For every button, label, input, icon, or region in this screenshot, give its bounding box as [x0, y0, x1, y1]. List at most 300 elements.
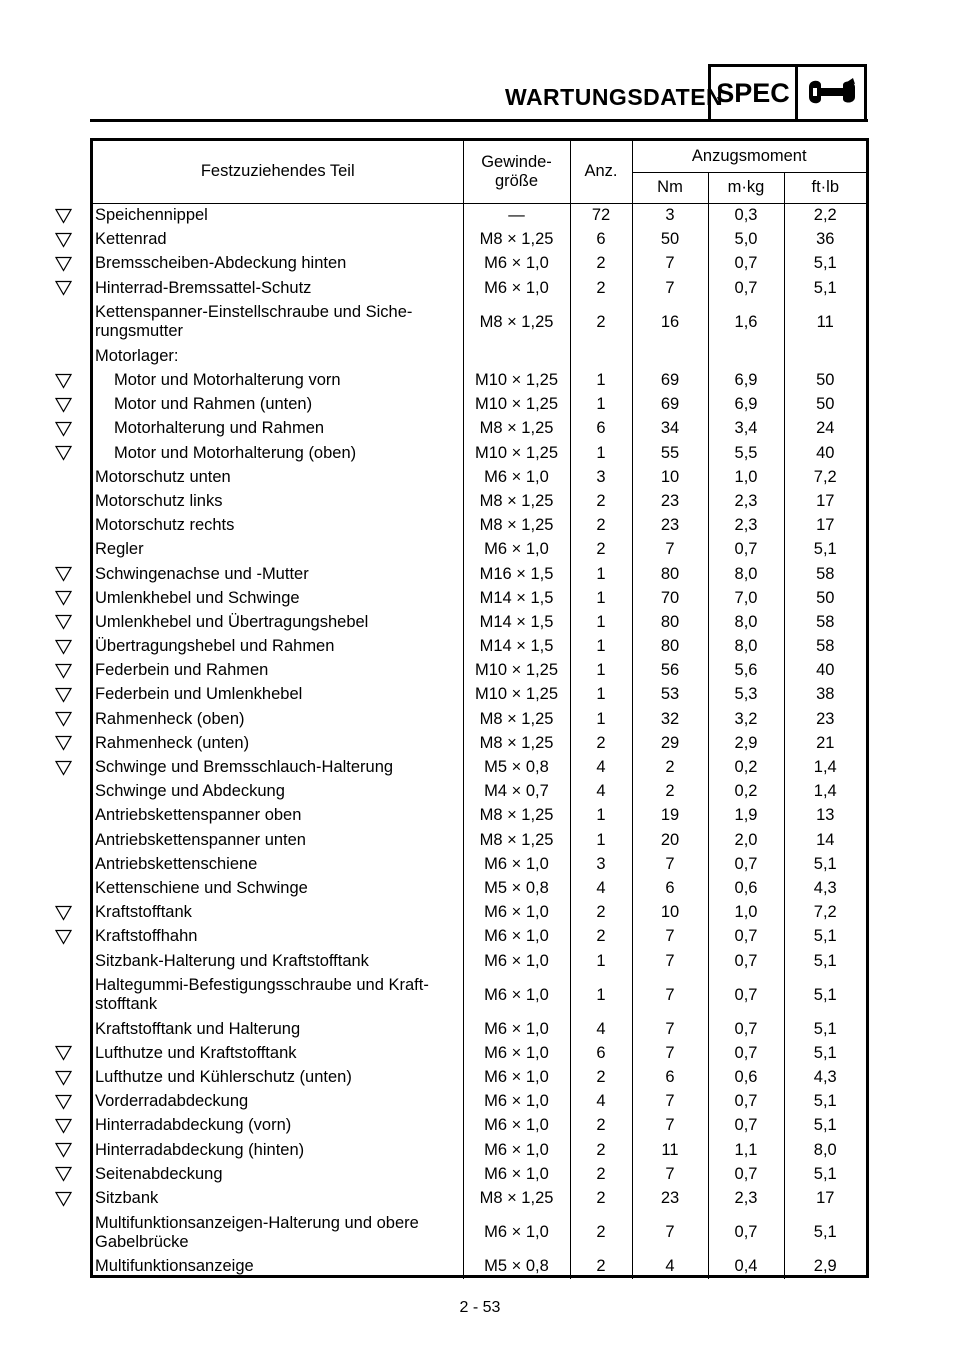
col-header-thread	[463, 141, 570, 203]
cell-qty: 2	[570, 300, 632, 344]
part-name	[93, 925, 463, 949]
part-name	[93, 1090, 463, 1114]
triangle-marker-icon	[55, 615, 72, 630]
part-name-text: Antriebskettenspanner oben	[95, 806, 302, 825]
cell-nm: 7	[632, 1211, 708, 1255]
cell-nm: 53	[632, 683, 708, 707]
cell-thread: M6 × 1,0	[463, 538, 570, 562]
part-name	[93, 300, 463, 344]
table-row	[93, 755, 866, 779]
cell-thread: M6 × 1,0	[463, 949, 570, 973]
cell-mkg: 2,3	[708, 1186, 784, 1210]
cell-nm: 23	[632, 1186, 708, 1210]
page-title: WARTUNGSDATEN	[505, 84, 724, 110]
cell-qty: 4	[570, 1017, 632, 1041]
part-name-text: Motorschutz links	[95, 491, 223, 510]
table-row	[93, 1186, 866, 1210]
table-row	[93, 228, 866, 252]
cell-nm: 7	[632, 1090, 708, 1114]
cell-mkg: 0,7	[708, 538, 784, 562]
triangle-marker-icon	[55, 281, 72, 296]
cell-ftlb: 4,3	[784, 1066, 866, 1090]
cell-thread: M14 × 1,5	[463, 610, 570, 634]
cell-ftlb: 5,1	[784, 1041, 866, 1065]
cell-thread: M5 × 0,8	[463, 876, 570, 900]
cell-mkg: 1,6	[708, 300, 784, 344]
cell-mkg: 0,7	[708, 925, 784, 949]
triangle-marker-icon	[55, 639, 72, 654]
cell-ftlb: 58	[784, 562, 866, 586]
table-row	[93, 1255, 866, 1279]
cell-nm: 80	[632, 562, 708, 586]
table-row	[93, 538, 866, 562]
cell-thread: M8 × 1,25	[463, 228, 570, 252]
cell-nm: 32	[632, 707, 708, 731]
cell-nm: 23	[632, 514, 708, 538]
part-name-text: Motorschutz unten	[95, 467, 231, 486]
cell-qty: 1	[570, 368, 632, 392]
cell-nm: 7	[632, 925, 708, 949]
table-row	[93, 562, 866, 586]
cell-ftlb: 24	[784, 417, 866, 441]
cell-nm: 7	[632, 1114, 708, 1138]
cell-thread: M8 × 1,25	[463, 828, 570, 852]
cell-qty: 6	[570, 228, 632, 252]
part-name-text: Federbein und Umlenkhebel	[95, 685, 303, 704]
table-row	[93, 949, 866, 973]
cell-thread: M8 × 1,25	[463, 514, 570, 538]
cell-nm: 10	[632, 901, 708, 925]
part-name-text: Kettenspanner-Einstellschraube und Siche- rungsmutter	[95, 303, 413, 341]
part-name	[93, 1162, 463, 1186]
part-name	[93, 252, 463, 276]
cell-mkg: 0,3	[708, 203, 784, 228]
header-rule	[90, 119, 868, 122]
cell-ftlb: 5,1	[784, 949, 866, 973]
part-name-text: Motor und Motorhalterung vorn	[114, 371, 341, 390]
part-name-text: Sitzbank-Halterung und Kraftstofftank	[95, 951, 369, 970]
cell-qty: 2	[570, 925, 632, 949]
col-header-qty: Anz.	[570, 141, 632, 203]
triangle-marker-icon	[55, 397, 72, 412]
cell-qty	[570, 344, 632, 368]
cell-ftlb: 4,3	[784, 876, 866, 900]
part-name-text: Kraftstofftank und Halterung	[95, 1019, 301, 1038]
cell-mkg: 1,0	[708, 465, 784, 489]
part-name	[93, 276, 463, 300]
cell-ftlb: 5,1	[784, 1211, 866, 1255]
cell-mkg: 5,5	[708, 441, 784, 465]
cell-qty: 2	[570, 1114, 632, 1138]
cell-qty: 2	[570, 1138, 632, 1162]
cell-nm: 7	[632, 276, 708, 300]
cell-ftlb: 58	[784, 635, 866, 659]
spec-badge	[708, 64, 867, 122]
part-name	[93, 780, 463, 804]
part-name-text: Haltegummi-Befestigungsschraube und Kraft- stofftank	[95, 976, 429, 1014]
cell-qty: 1	[570, 562, 632, 586]
table-row	[93, 368, 866, 392]
cell-thread: M10 × 1,25	[463, 393, 570, 417]
cell-mkg: 6,9	[708, 393, 784, 417]
cell-nm: 7	[632, 852, 708, 876]
part-name	[93, 707, 463, 731]
cell-qty: 3	[570, 852, 632, 876]
cell-mkg: 0,7	[708, 1090, 784, 1114]
table-row	[93, 441, 866, 465]
triangle-marker-icon	[55, 1118, 72, 1133]
part-name-text: Multifunktionsanzeige	[95, 1257, 254, 1276]
cell-mkg: 3,2	[708, 707, 784, 731]
cell-ftlb: 5,1	[784, 973, 866, 1017]
cell-thread: M5 × 0,8	[463, 755, 570, 779]
table-row	[93, 1017, 866, 1041]
triangle-marker-icon	[55, 663, 72, 678]
cell-mkg: 3,4	[708, 417, 784, 441]
part-name	[93, 1017, 463, 1041]
part-name-text: Kraftstoffhahn	[95, 927, 198, 946]
table-row	[93, 925, 866, 949]
part-name	[93, 393, 463, 417]
cell-thread: M6 × 1,0	[463, 252, 570, 276]
cell-nm: 70	[632, 586, 708, 610]
col-header-torque: Anzugsmoment	[632, 141, 866, 172]
cell-thread: M16 × 1,5	[463, 562, 570, 586]
cell-nm	[632, 344, 708, 368]
cell-nm: 29	[632, 731, 708, 755]
cell-mkg: 1,1	[708, 1138, 784, 1162]
triangle-marker-icon	[55, 1046, 72, 1061]
cell-thread: M6 × 1,0	[463, 1041, 570, 1065]
cell-mkg: 0,7	[708, 973, 784, 1017]
cell-qty: 1	[570, 828, 632, 852]
cell-ftlb: 5,1	[784, 1114, 866, 1138]
table-body	[93, 203, 866, 1279]
part-name-text: Federbein und Rahmen	[95, 661, 269, 680]
triangle-marker-icon	[55, 760, 72, 775]
cell-nm: 6	[632, 1066, 708, 1090]
col-header-thread-text: Gewinde- größe	[481, 152, 552, 190]
cell-nm: 4	[632, 1255, 708, 1279]
cell-nm: 2	[632, 755, 708, 779]
cell-mkg: 0,2	[708, 755, 784, 779]
cell-nm: 69	[632, 368, 708, 392]
cell-qty: 2	[570, 538, 632, 562]
cell-qty: 1	[570, 707, 632, 731]
cell-qty: 1	[570, 973, 632, 1017]
cell-mkg: 0,7	[708, 1041, 784, 1065]
cell-nm: 19	[632, 804, 708, 828]
cell-nm: 16	[632, 300, 708, 344]
cell-ftlb: 23	[784, 707, 866, 731]
cell-mkg: 0,7	[708, 1017, 784, 1041]
cell-ftlb: 7,2	[784, 465, 866, 489]
part-name-text: Speichennippel	[95, 206, 208, 225]
part-name-text: Kraftstofftank	[95, 903, 192, 922]
cell-thread: M4 × 0,7	[463, 780, 570, 804]
table-row	[93, 731, 866, 755]
col-header-ftlb: ft·lb	[784, 172, 866, 203]
cell-ftlb: 21	[784, 731, 866, 755]
cell-qty: 1	[570, 804, 632, 828]
cell-thread: M5 × 0,8	[463, 1255, 570, 1279]
table-row	[93, 852, 866, 876]
cell-ftlb: 40	[784, 659, 866, 683]
cell-nm: 56	[632, 659, 708, 683]
part-name-text: Hinterradabdeckung (vorn)	[95, 1116, 292, 1135]
table-row	[93, 828, 866, 852]
cell-qty: 2	[570, 901, 632, 925]
table-row	[93, 586, 866, 610]
cell-mkg: 0,2	[708, 780, 784, 804]
cell-ftlb: 17	[784, 1186, 866, 1210]
triangle-marker-icon	[55, 929, 72, 944]
table-row	[93, 1211, 866, 1255]
cell-thread: M6 × 1,0	[463, 1114, 570, 1138]
part-name-text: Schwingenachse und -Mutter	[95, 564, 309, 583]
cell-qty: 1	[570, 610, 632, 634]
cell-nm: 7	[632, 1017, 708, 1041]
table-row	[93, 300, 866, 344]
cell-nm: 7	[632, 252, 708, 276]
part-name-text: Rahmenheck (unten)	[95, 733, 250, 752]
part-name	[93, 755, 463, 779]
cell-ftlb: 5,1	[784, 852, 866, 876]
cell-nm: 7	[632, 1041, 708, 1065]
triangle-marker-icon	[55, 905, 72, 920]
cell-nm: 80	[632, 610, 708, 634]
cell-ftlb	[784, 344, 866, 368]
cell-nm: 50	[632, 228, 708, 252]
cell-mkg: 0,7	[708, 1211, 784, 1255]
part-name	[93, 659, 463, 683]
cell-nm: 11	[632, 1138, 708, 1162]
table-row	[93, 1066, 866, 1090]
table-row	[93, 683, 866, 707]
part-name	[93, 901, 463, 925]
part-name	[93, 203, 463, 228]
part-name	[93, 1138, 463, 1162]
table-row	[93, 417, 866, 441]
table-row	[93, 1041, 866, 1065]
cell-qty: 2	[570, 731, 632, 755]
cell-qty: 1	[570, 659, 632, 683]
cell-mkg: 2,3	[708, 489, 784, 513]
cell-ftlb: 17	[784, 489, 866, 513]
triangle-marker-icon	[55, 712, 72, 727]
part-name	[93, 1211, 463, 1255]
cell-ftlb: 13	[784, 804, 866, 828]
cell-ftlb: 1,4	[784, 780, 866, 804]
cell-qty: 1	[570, 635, 632, 659]
cell-ftlb: 5,1	[784, 1162, 866, 1186]
cell-mkg: 0,7	[708, 1114, 784, 1138]
triangle-marker-icon	[55, 1070, 72, 1085]
part-name-text: Bremsscheiben-Abdeckung hinten	[95, 254, 347, 273]
part-name	[93, 828, 463, 852]
cell-nm: 80	[632, 635, 708, 659]
cell-mkg: 1,9	[708, 804, 784, 828]
cell-mkg: 0,6	[708, 1066, 784, 1090]
cell-nm: 7	[632, 538, 708, 562]
cell-qty: 3	[570, 465, 632, 489]
cell-thread	[463, 344, 570, 368]
part-name	[93, 562, 463, 586]
cell-thread: M8 × 1,25	[463, 489, 570, 513]
triangle-marker-icon	[55, 1094, 72, 1109]
cell-mkg: 0,7	[708, 276, 784, 300]
cell-ftlb: 38	[784, 683, 866, 707]
cell-ftlb: 5,1	[784, 1017, 866, 1041]
cell-ftlb: 50	[784, 393, 866, 417]
cell-qty: 6	[570, 1041, 632, 1065]
cell-thread: M6 × 1,0	[463, 1138, 570, 1162]
table-row	[93, 344, 866, 368]
cell-thread: M8 × 1,25	[463, 1186, 570, 1210]
cell-mkg: 0,7	[708, 949, 784, 973]
cell-qty: 1	[570, 393, 632, 417]
cell-thread: M10 × 1,25	[463, 368, 570, 392]
cell-mkg: 0,4	[708, 1255, 784, 1279]
cell-qty: 4	[570, 755, 632, 779]
triangle-marker-icon	[55, 256, 72, 271]
part-name-text: Kettenschiene und Schwinge	[95, 878, 308, 897]
triangle-marker-icon	[55, 1191, 72, 1206]
cell-thread: M10 × 1,25	[463, 441, 570, 465]
cell-thread: M14 × 1,5	[463, 635, 570, 659]
triangle-marker-icon	[55, 687, 72, 702]
table-row	[93, 659, 866, 683]
cell-thread: M10 × 1,25	[463, 683, 570, 707]
cell-ftlb: 50	[784, 586, 866, 610]
cell-qty: 4	[570, 876, 632, 900]
part-name	[93, 1114, 463, 1138]
spec-label: SPEC	[711, 67, 798, 119]
part-name	[93, 731, 463, 755]
part-name-text: Lufthutze und Kühlerschutz (unten)	[95, 1068, 352, 1087]
cell-nm: 7	[632, 973, 708, 1017]
part-name-text: Übertragungshebel und Rahmen	[95, 637, 335, 656]
table-row	[93, 203, 866, 228]
triangle-marker-icon	[55, 446, 72, 461]
cell-thread: M8 × 1,25	[463, 731, 570, 755]
part-name-text: Hinterradabdeckung (hinten)	[95, 1140, 305, 1159]
torque-table	[90, 138, 869, 1278]
table-row	[93, 973, 866, 1017]
table-row	[93, 804, 866, 828]
cell-thread: M6 × 1,0	[463, 1017, 570, 1041]
part-name	[93, 344, 463, 368]
cell-nm: 23	[632, 489, 708, 513]
cell-ftlb: 1,4	[784, 755, 866, 779]
cell-thread: M10 × 1,25	[463, 659, 570, 683]
part-name	[93, 368, 463, 392]
cell-mkg: 7,0	[708, 586, 784, 610]
cell-nm: 69	[632, 393, 708, 417]
cell-thread: M6 × 1,0	[463, 973, 570, 1017]
cell-nm: 7	[632, 1162, 708, 1186]
cell-ftlb: 40	[784, 441, 866, 465]
triangle-marker-icon	[55, 421, 72, 436]
cell-mkg: 0,7	[708, 252, 784, 276]
cell-thread: M6 × 1,0	[463, 1090, 570, 1114]
cell-qty: 4	[570, 1090, 632, 1114]
part-name-text: Umlenkhebel und Übertragungshebel	[95, 612, 369, 631]
table-row	[93, 1138, 866, 1162]
table-row	[93, 1114, 866, 1138]
part-name	[93, 876, 463, 900]
part-name	[93, 1186, 463, 1210]
cell-mkg: 5,6	[708, 659, 784, 683]
cell-thread: M6 × 1,0	[463, 925, 570, 949]
wrench-icon	[798, 67, 864, 119]
table-row	[93, 1162, 866, 1186]
part-name	[93, 683, 463, 707]
part-name-text: Vorderradabdeckung	[95, 1092, 249, 1111]
cell-ftlb: 5,1	[784, 1090, 866, 1114]
cell-qty: 4	[570, 780, 632, 804]
cell-mkg: 0,7	[708, 1162, 784, 1186]
triangle-marker-icon	[55, 736, 72, 751]
table-row	[93, 780, 866, 804]
cell-thread: M6 × 1,0	[463, 1066, 570, 1090]
cell-qty: 1	[570, 586, 632, 610]
part-name	[93, 1066, 463, 1090]
part-name	[93, 441, 463, 465]
cell-ftlb: 58	[784, 610, 866, 634]
cell-nm: 7	[632, 949, 708, 973]
cell-nm: 34	[632, 417, 708, 441]
part-name-text: Schwinge und Bremsschlauch-Halterung	[95, 758, 394, 777]
cell-qty: 2	[570, 1186, 632, 1210]
cell-ftlb: 8,0	[784, 1138, 866, 1162]
cell-nm: 3	[632, 203, 708, 228]
table-row	[93, 707, 866, 731]
col-header-mkg: m·kg	[708, 172, 784, 203]
part-name	[93, 804, 463, 828]
cell-ftlb: 7,2	[784, 901, 866, 925]
triangle-marker-icon	[55, 567, 72, 582]
part-name-text: Regler	[95, 540, 144, 559]
cell-thread: —	[463, 203, 570, 228]
page-number: 2 - 53	[459, 1299, 501, 1316]
cell-mkg: 5,0	[708, 228, 784, 252]
cell-thread: M6 × 1,0	[463, 901, 570, 925]
part-name-text: Antriebskettenspanner unten	[95, 830, 306, 849]
cell-qty: 2	[570, 489, 632, 513]
cell-qty: 2	[570, 1066, 632, 1090]
table-row	[93, 465, 866, 489]
part-name-text: Umlenkhebel und Schwinge	[95, 588, 300, 607]
part-name-text: Kettenrad	[95, 230, 167, 249]
cell-ftlb: 5,1	[784, 252, 866, 276]
part-name	[93, 538, 463, 562]
cell-mkg: 2,9	[708, 731, 784, 755]
cell-mkg: 8,0	[708, 635, 784, 659]
cell-thread: M8 × 1,25	[463, 300, 570, 344]
cell-ftlb: 5,1	[784, 925, 866, 949]
cell-mkg: 2,3	[708, 514, 784, 538]
cell-qty: 2	[570, 276, 632, 300]
table-row	[93, 489, 866, 513]
cell-thread: M14 × 1,5	[463, 586, 570, 610]
part-name	[93, 610, 463, 634]
cell-ftlb: 2,9	[784, 1255, 866, 1279]
col-header-part: Festzuziehendes Teil	[93, 141, 463, 203]
part-name-text: Schwinge und Abdeckung	[95, 782, 285, 801]
cell-mkg: 0,7	[708, 852, 784, 876]
table-row	[93, 393, 866, 417]
